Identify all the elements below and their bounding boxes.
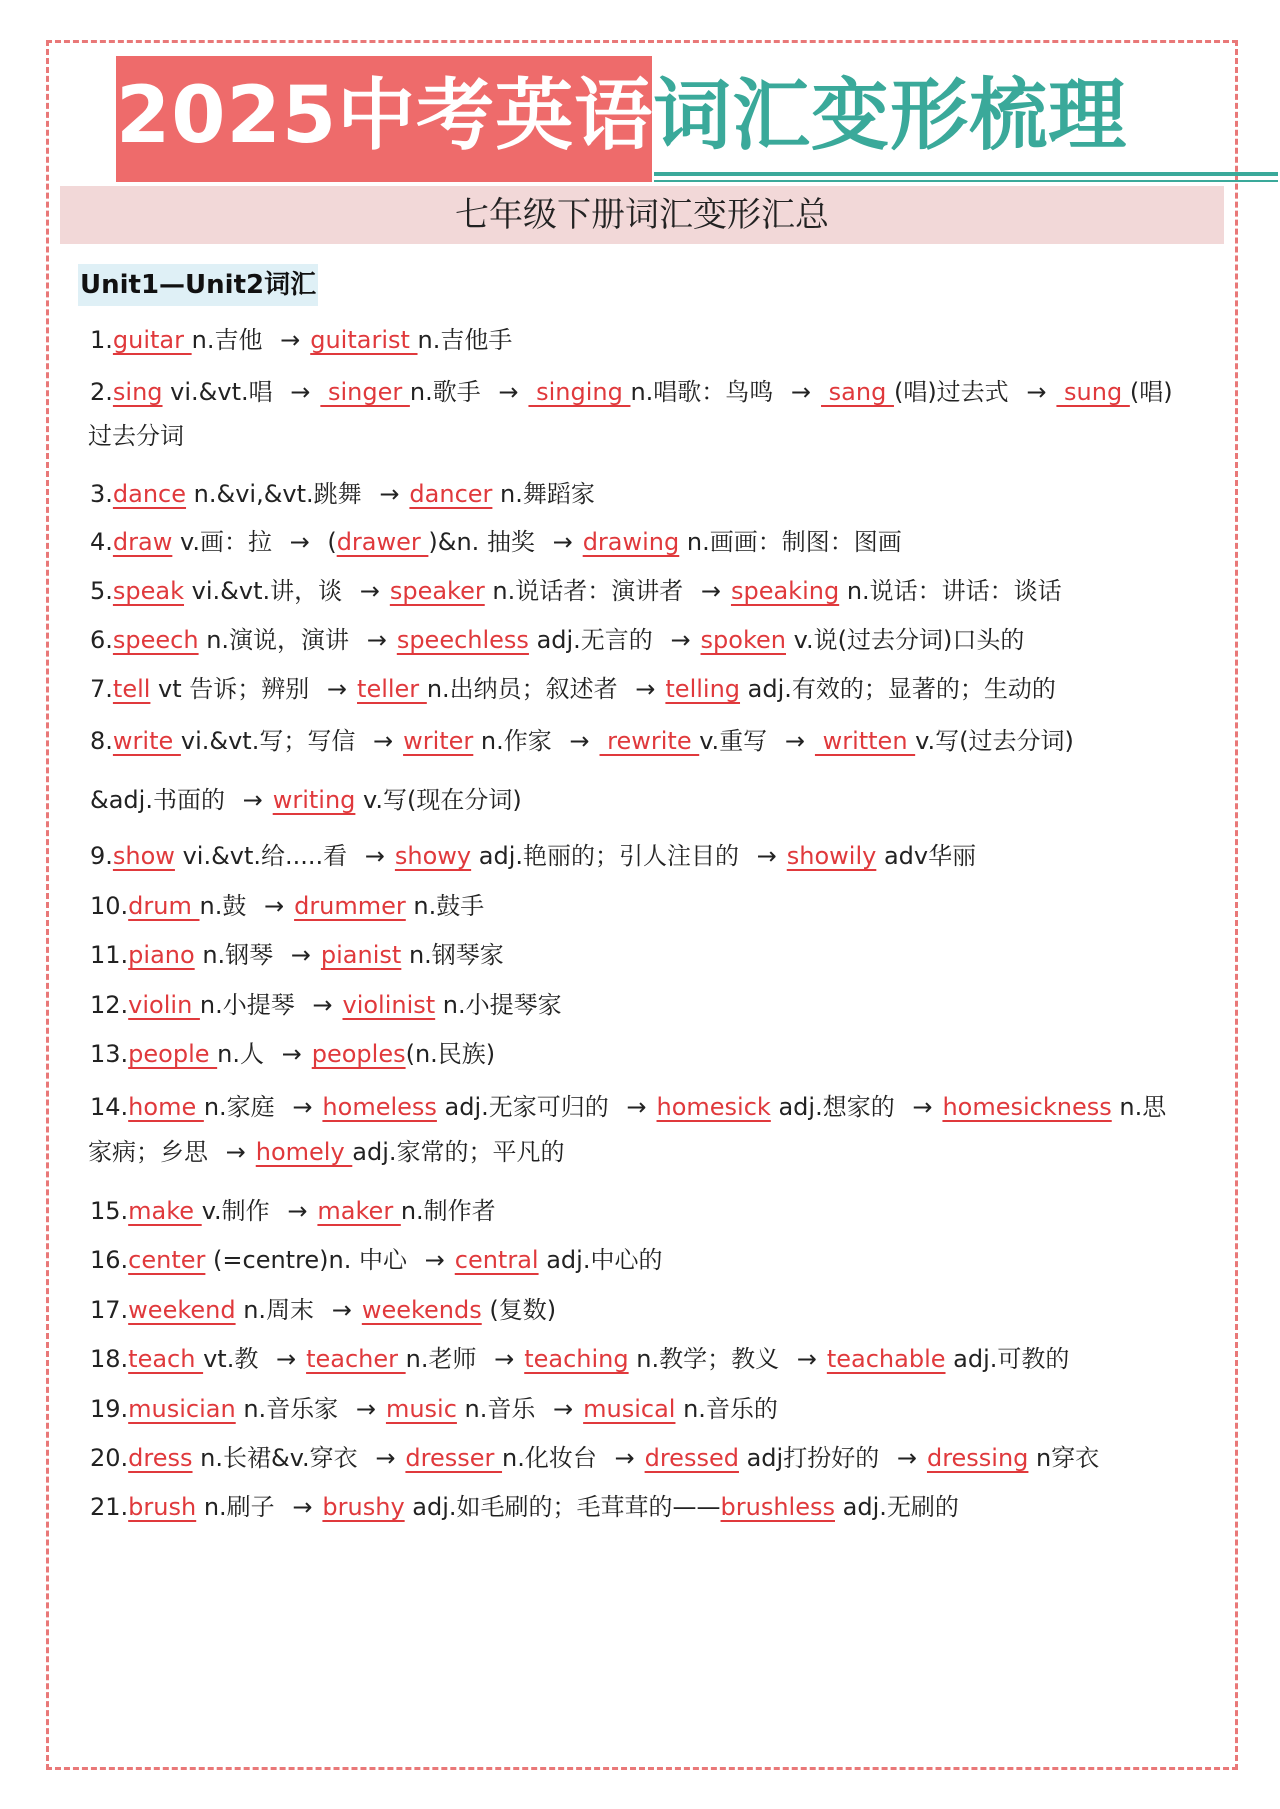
- arrow-right-icon: →: [498, 378, 519, 406]
- entry-text: n.制作者: [400, 1197, 496, 1225]
- entry-text: adj.艳丽的；引人注目的: [471, 842, 747, 870]
- entry-text: )&n. 抽奖: [428, 528, 543, 556]
- vocab-entry-continuation: [88, 416, 184, 451]
- answer-word: drawer: [336, 528, 429, 556]
- answer-word: guitar: [112, 326, 192, 354]
- vocab-entry: [90, 1034, 495, 1069]
- entry-text: 3.: [90, 480, 113, 508]
- entry-text: v.说(过去分词)口头的: [786, 626, 1025, 654]
- answer-word: show: [112, 842, 175, 870]
- entry-text: n穿衣: [1028, 1444, 1100, 1472]
- entry-text: (唱)过去式: [893, 378, 1017, 406]
- entry-text: n.周末: [235, 1296, 322, 1324]
- answer-word: write: [112, 727, 181, 755]
- answer-word: telling: [665, 675, 741, 703]
- answer-word: central: [454, 1246, 539, 1274]
- vocab-entry: [90, 985, 562, 1020]
- answer-word: singer: [320, 378, 410, 406]
- entry-text: n.唱歌：鸟鸣: [630, 378, 781, 406]
- arrow-right-icon: →: [796, 1345, 817, 1373]
- answer-word: showy: [394, 842, 472, 870]
- entry-text: v.重写: [699, 727, 775, 755]
- answer-word: teaching: [524, 1345, 629, 1373]
- entry-text: 15.: [90, 1197, 129, 1225]
- entry-text: adj.家常的；平凡的: [352, 1138, 565, 1166]
- answer-word: weekends: [361, 1296, 482, 1324]
- answer-word: brushless: [720, 1493, 835, 1521]
- answer-word: musician: [128, 1395, 236, 1423]
- vocab-entry: [90, 1191, 496, 1226]
- entry-text: vt.教: [203, 1345, 266, 1373]
- arrow-right-icon: →: [312, 991, 333, 1019]
- entry-text: n.音乐的: [675, 1395, 778, 1423]
- entry-text: 2.: [90, 378, 113, 406]
- arrow-right-icon: →: [1026, 378, 1047, 406]
- answer-word: violinist: [342, 991, 436, 1019]
- entry-text: adj.无刷的: [835, 1493, 959, 1521]
- entry-text: n.钢琴家: [401, 941, 504, 969]
- answer-word: people: [128, 1040, 218, 1068]
- arrow-right-icon: →: [614, 1444, 635, 1472]
- answer-word: dress: [128, 1444, 193, 1472]
- entry-text: (=centre)n. 中心: [205, 1246, 415, 1274]
- answer-word: speak: [112, 577, 185, 605]
- answer-word: sing: [112, 378, 163, 406]
- subtitle: 七年级下册词汇变形汇总: [60, 186, 1224, 244]
- entry-text: vi.&vt.唱: [162, 378, 281, 406]
- entry-text: (唱): [1129, 378, 1173, 406]
- answer-word: piano: [128, 941, 195, 969]
- entry-text: 21.: [90, 1493, 129, 1521]
- answer-word: dresser: [405, 1444, 503, 1472]
- entry-text: n.家庭: [203, 1093, 283, 1121]
- answer-word: peoples: [311, 1040, 406, 1068]
- entry-text: vi.&vt.讲，谈: [184, 577, 350, 605]
- entry-text: adj.如毛刷的；毛茸茸的——: [404, 1493, 721, 1521]
- arrow-right-icon: →: [292, 1093, 313, 1121]
- vocab-entry: [90, 1389, 778, 1424]
- vocab-entry: [90, 474, 595, 509]
- vocab-entry: [90, 886, 484, 921]
- answer-word: teach: [128, 1345, 204, 1373]
- answer-word: weekend: [128, 1296, 236, 1324]
- entry-text: 6.: [90, 626, 113, 654]
- arrow-right-icon: →: [553, 1395, 574, 1423]
- answer-word: teller: [357, 675, 427, 703]
- answer-word: sung: [1056, 378, 1130, 406]
- entry-text: 7.: [90, 675, 113, 703]
- vocab-entry: [90, 372, 1173, 407]
- arrow-right-icon: →: [569, 727, 590, 755]
- answer-word: showily: [786, 842, 877, 870]
- answer-word: written: [814, 727, 916, 755]
- title-part2: 词汇变形梳理: [653, 71, 1128, 161]
- vocab-entry: [90, 1290, 556, 1325]
- answer-word: speech: [112, 626, 199, 654]
- answer-word: writer: [403, 727, 474, 755]
- entry-text: n.人: [217, 1040, 272, 1068]
- answer-word: make: [128, 1197, 202, 1225]
- answer-word: homeless: [322, 1093, 437, 1121]
- entry-text: v.制作: [201, 1197, 278, 1225]
- entry-text: n.鼓: [199, 892, 254, 920]
- entry-text: n.音乐: [456, 1395, 544, 1423]
- entry-text: adj.无言的: [528, 626, 661, 654]
- vocab-entry: [90, 1339, 1069, 1374]
- entry-text: 5.: [90, 577, 113, 605]
- entry-text: n.长裙&v.穿衣: [192, 1444, 366, 1472]
- answer-word: maker: [317, 1197, 401, 1225]
- entry-text: n.演说，演讲: [198, 626, 357, 654]
- answer-word: speaker: [389, 577, 485, 605]
- entry-text: adj.无家可归的: [436, 1093, 617, 1121]
- vocab-entry: [90, 669, 1056, 704]
- title-underline: [654, 172, 1278, 176]
- arrow-right-icon: →: [355, 1395, 376, 1423]
- title-part1: 2025中考英语: [116, 71, 654, 161]
- entry-text: n.吉他手: [417, 326, 513, 354]
- arrow-right-icon: →: [366, 626, 387, 654]
- entry-text: n.刷子: [196, 1493, 283, 1521]
- entry-text: n.出纳员；叙述者: [426, 675, 626, 703]
- entry-text: 9.: [90, 842, 113, 870]
- answer-word: homesickness: [942, 1093, 1112, 1121]
- vocab-entry: [90, 1487, 959, 1522]
- unit-label: Unit1—Unit2词汇: [78, 264, 318, 306]
- vocab-entry: [90, 780, 522, 815]
- arrow-right-icon: →: [364, 842, 385, 870]
- arrow-right-icon: →: [242, 786, 263, 814]
- entry-text: n.教学；教义: [628, 1345, 787, 1373]
- answer-word: pianist: [320, 941, 402, 969]
- answer-word: brush: [128, 1493, 197, 1521]
- entry-text: n.音乐家: [235, 1395, 346, 1423]
- entry-text: n.作家: [473, 727, 560, 755]
- entry-text: adj.可教的: [945, 1345, 1070, 1373]
- entry-text: n.化妆台: [502, 1444, 605, 1472]
- entry-text: vi.&vt.写；写信: [180, 727, 363, 755]
- answer-word: dressed: [644, 1444, 739, 1472]
- entry-text: adj.中心的: [538, 1246, 663, 1274]
- answer-word: center: [128, 1246, 206, 1274]
- entry-text: 10.: [90, 892, 129, 920]
- entry-text: v.写(现在分词): [355, 786, 522, 814]
- answer-word: teachable: [826, 1345, 946, 1373]
- answer-word: drummer: [294, 892, 406, 920]
- answer-word: musical: [583, 1395, 676, 1423]
- arrow-right-icon: →: [225, 1138, 246, 1166]
- answer-word: brushy: [322, 1493, 405, 1521]
- entry-text: 19.: [90, 1395, 129, 1423]
- arrow-right-icon: →: [626, 1093, 647, 1121]
- entry-text: adj.想家的: [770, 1093, 903, 1121]
- vocab-entry: [90, 522, 902, 557]
- arrow-right-icon: →: [896, 1444, 917, 1472]
- entry-text: vi.&vt.给.....看: [174, 842, 355, 870]
- entry-text: (: [319, 528, 337, 556]
- arrow-right-icon: →: [359, 577, 380, 605]
- entry-text: adj.有效的；显著的；生动的: [740, 675, 1056, 703]
- arrow-right-icon: →: [372, 727, 394, 755]
- answer-word: rewrite: [599, 727, 700, 755]
- arrow-right-icon: →: [790, 378, 812, 406]
- answer-word: dance: [112, 480, 187, 508]
- vocab-entry: [90, 320, 512, 355]
- arrow-right-icon: →: [379, 480, 400, 508]
- entry-text: 8.: [90, 727, 113, 755]
- answer-word: guitarist: [310, 326, 418, 354]
- answer-word: spoken: [700, 626, 786, 654]
- entry-text: 12.: [90, 991, 129, 1019]
- vocab-entry: [90, 1438, 1099, 1473]
- entry-text: n.小提琴家: [435, 991, 562, 1019]
- entry-text: 20.: [90, 1444, 129, 1472]
- arrow-right-icon: →: [756, 842, 777, 870]
- entry-text: 13.: [90, 1040, 129, 1068]
- answer-word: dressing: [926, 1444, 1029, 1472]
- entry-text: 家病；乡思: [88, 1138, 216, 1166]
- entry-text: vt 告诉；辨别: [150, 675, 317, 703]
- vocab-entry: [90, 836, 976, 871]
- entry-text: 11.: [90, 941, 129, 969]
- entry-text: 16.: [90, 1246, 129, 1274]
- entry-text: v.写(过去分词): [915, 727, 1074, 755]
- vocab-entry-continuation: [88, 1132, 565, 1167]
- entry-text: n.鼓手: [405, 892, 485, 920]
- arrow-right-icon: →: [280, 326, 301, 354]
- vocab-entry: [90, 620, 1024, 655]
- arrow-right-icon: →: [275, 1345, 297, 1373]
- answer-word: home: [128, 1093, 204, 1121]
- entry-text: n.钢琴: [194, 941, 281, 969]
- answer-word: homely: [255, 1138, 353, 1166]
- answer-word: teacher: [306, 1345, 406, 1373]
- answer-word: speaking: [730, 577, 840, 605]
- arrow-right-icon: →: [326, 675, 348, 703]
- title-underline-thin: [654, 180, 1278, 182]
- entry-text: n.吉他: [191, 326, 271, 354]
- entry-text: 过去分词: [88, 422, 184, 450]
- page-title: [116, 66, 1127, 166]
- arrow-right-icon: →: [292, 1493, 313, 1521]
- entry-text: n.&vi,&vt.跳舞: [186, 480, 370, 508]
- entry-text: (复数): [481, 1296, 557, 1324]
- answer-word: speechless: [396, 626, 529, 654]
- arrow-right-icon: →: [670, 626, 691, 654]
- entry-text: n.舞蹈家: [492, 480, 595, 508]
- entry-text: n.画画：制图：图画: [679, 528, 902, 556]
- answer-word: sang: [821, 378, 894, 406]
- answer-word: violin: [128, 991, 200, 1019]
- vocab-entry: [90, 1240, 662, 1275]
- vocab-entry: [90, 1087, 1166, 1122]
- arrow-right-icon: →: [331, 1296, 352, 1324]
- answer-word: dancer: [409, 480, 493, 508]
- vocab-entry: [90, 571, 1062, 606]
- arrow-right-icon: →: [424, 1246, 445, 1274]
- arrow-right-icon: →: [290, 941, 311, 969]
- arrow-right-icon: →: [281, 1040, 302, 1068]
- entry-text: &adj.书面的: [90, 786, 233, 814]
- entry-text: (n.民族): [405, 1040, 496, 1068]
- arrow-right-icon: →: [263, 892, 285, 920]
- arrow-right-icon: →: [552, 528, 573, 556]
- answer-word: homesick: [656, 1093, 771, 1121]
- entry-text: 4.: [90, 528, 113, 556]
- arrow-right-icon: →: [375, 1444, 396, 1472]
- entry-text: n.说话：讲话：谈话: [839, 577, 1062, 605]
- answer-word: tell: [112, 675, 151, 703]
- vocab-entry: [90, 721, 1074, 756]
- entry-text: n.小提琴: [199, 991, 303, 1019]
- arrow-right-icon: →: [494, 1345, 515, 1373]
- arrow-right-icon: →: [635, 675, 656, 703]
- entry-text: n.说话者：演讲者: [484, 577, 691, 605]
- entry-text: adj打扮好的: [738, 1444, 887, 1472]
- entry-text: n.老师: [405, 1345, 485, 1373]
- arrow-right-icon: →: [784, 727, 805, 755]
- entry-text: 14.: [90, 1093, 129, 1121]
- answer-word: drum: [128, 892, 200, 920]
- entry-text: n.歌手: [409, 378, 489, 406]
- entry-text: 17.: [90, 1296, 129, 1324]
- entry-text: 1.: [90, 326, 113, 354]
- arrow-right-icon: →: [290, 378, 311, 406]
- arrow-right-icon: →: [287, 1197, 308, 1225]
- vocab-entry: [90, 935, 504, 970]
- answer-word: drawing: [582, 528, 680, 556]
- entry-text: 18.: [90, 1345, 129, 1373]
- arrow-right-icon: →: [700, 577, 721, 605]
- answer-word: writing: [272, 786, 356, 814]
- entry-text: n.思: [1111, 1093, 1167, 1121]
- arrow-right-icon: →: [289, 528, 310, 556]
- answer-word: draw: [112, 528, 173, 556]
- entry-text: v.画：拉: [172, 528, 280, 556]
- answer-word: singing: [528, 378, 631, 406]
- entry-text: adv华丽: [876, 842, 977, 870]
- arrow-right-icon: →: [912, 1093, 933, 1121]
- answer-word: music: [385, 1395, 457, 1423]
